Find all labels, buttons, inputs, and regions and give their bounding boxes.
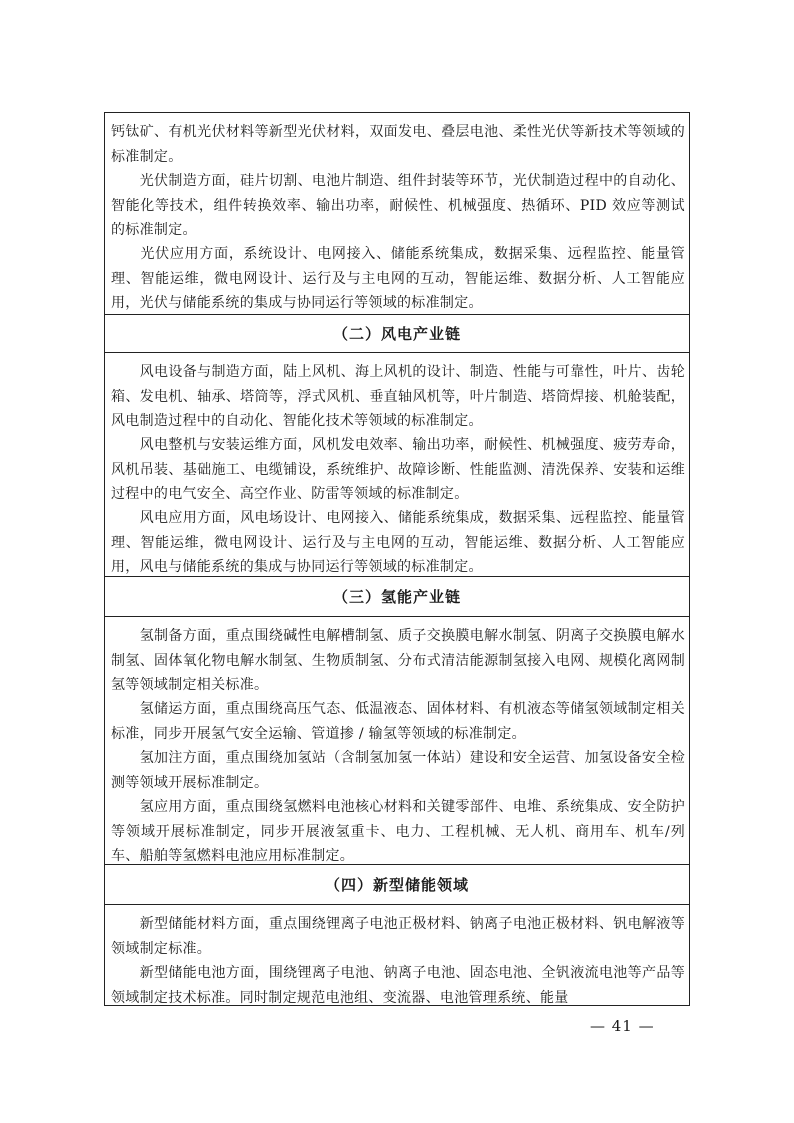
wind-section-cell — [105, 353, 689, 577]
storage-paragraph-2: 新型储能电池方面，围绕锂离子电池、钠离子电池、固态电池、全钒液流电池等产品等领域制定技术标准。同时制定规范电池组、变流器、电池管理系统、能量 — [111, 965, 685, 1006]
hydrogen-paragraph-4: 氢应用方面，重点围绕氢燃料电池核心材料和关键零部件、电堆、系统集成、安全防护等领域开展标准制定，同步开展液氢重卡、电力、工程机械、无人机、商用车、机车/列车、船舶等氢燃料电池应用标准制定。 — [111, 799, 685, 864]
pv-paragraph-3: 光伏应用方面，系统设计、电网接入、储能系统集成，数据采集、远程监控、能量管理、智能运维，微电网设计、运行及与主电网的互动，智能运维、数据分析、人工智能应用，光伏与储能系统的集成与协同运行等领域的标准制定。 — [111, 246, 685, 311]
hydrogen-paragraph-2: 氢储运方面，重点围绕高压气态、低温液态、固体材料、有机液态等储氢领域制定相关标准，同步开展氢气安全运输、管道掺 / 输氢等领域的标准制定。 — [111, 701, 685, 742]
page-number: — 41 — — [590, 1017, 655, 1035]
wind-paragraph-3: 风电应用方面，风电场设计、电网接入、储能系统集成，数据采集、远程监控、能量管理、智能运维，微电网设计、运行及与主电网的互动，智能运维、数据分析、人工智能应用，风电与储能系统的集成与协同运行等领域的标准制定。 — [111, 510, 685, 575]
hydrogen-heading-row — [105, 577, 689, 617]
pv-paragraph-1: 钙钛矿、有机光伏材料等新型光伏材料，双面发电、叠层电池、柔性光伏等新技术等领域的标准制定。 — [111, 124, 685, 165]
storage-paragraph-1: 新型储能材料方面，重点围绕锂离子电池正极材料、钠离子电池正极材料、钒电解液等领域制定标准。 — [111, 916, 685, 957]
pv-section-cell — [105, 113, 689, 315]
hydrogen-paragraph-3: 氢加注方面，重点围绕加氢站（含制氢加氢一体站）建设和安全运营、加氢设备安全检测等领域开展标准制定。 — [111, 750, 685, 791]
hydrogen-paragraph-1: 氢制备方面，重点围绕碱性电解槽制氢、质子交换膜电解水制氢、阴离子交换膜电解水制氢、固体氧化物电解水制氢、生物质制氢、分布式清洁能源制氢接入电网、规模化离网制氢等领域制定相关标准。 — [111, 628, 685, 693]
hydrogen-heading: （三）氢能产业链 — [332, 588, 461, 606]
wind-paragraph-2: 风电整机与安装运维方面，风机发电效率、输出功率，耐候性、机械强度、疲劳寿命，风机吊装、基础施工、电缆铺设，系统维护、故障诊断、性能监测、清洗保养、安装和运维过程中的电气安全、高空作业、防雷等领域的标准制定。 — [111, 437, 685, 502]
wind-heading: （二）风电产业链 — [332, 325, 461, 343]
storage-heading: （四）新型储能领域 — [324, 876, 469, 894]
storage-section-cell — [105, 905, 689, 1005]
standards-table — [104, 112, 690, 1006]
pv-paragraph-2: 光伏制造方面，硅片切割、电池片制造、组件封装等环节，光伏制造过程中的自动化、智能化等技术，组件转换效率、输出功率，耐候性、机械强度、热循环、PID 效应等测试的标准制定。 — [111, 173, 685, 238]
hydrogen-section-cell — [105, 617, 689, 865]
wind-heading-row — [105, 315, 689, 353]
storage-heading-row — [105, 865, 689, 905]
wind-paragraph-1: 风电设备与制造方面，陆上风机、海上风机的设计、制造、性能与可靠性，叶片、齿轮箱、发电机、轴承、塔筒等，浮式风机、垂直轴风机等，叶片制造、塔筒焊接、机舱装配，风电制造过程中的自动化、智能化技术等领域的标准制定。 — [111, 364, 685, 429]
